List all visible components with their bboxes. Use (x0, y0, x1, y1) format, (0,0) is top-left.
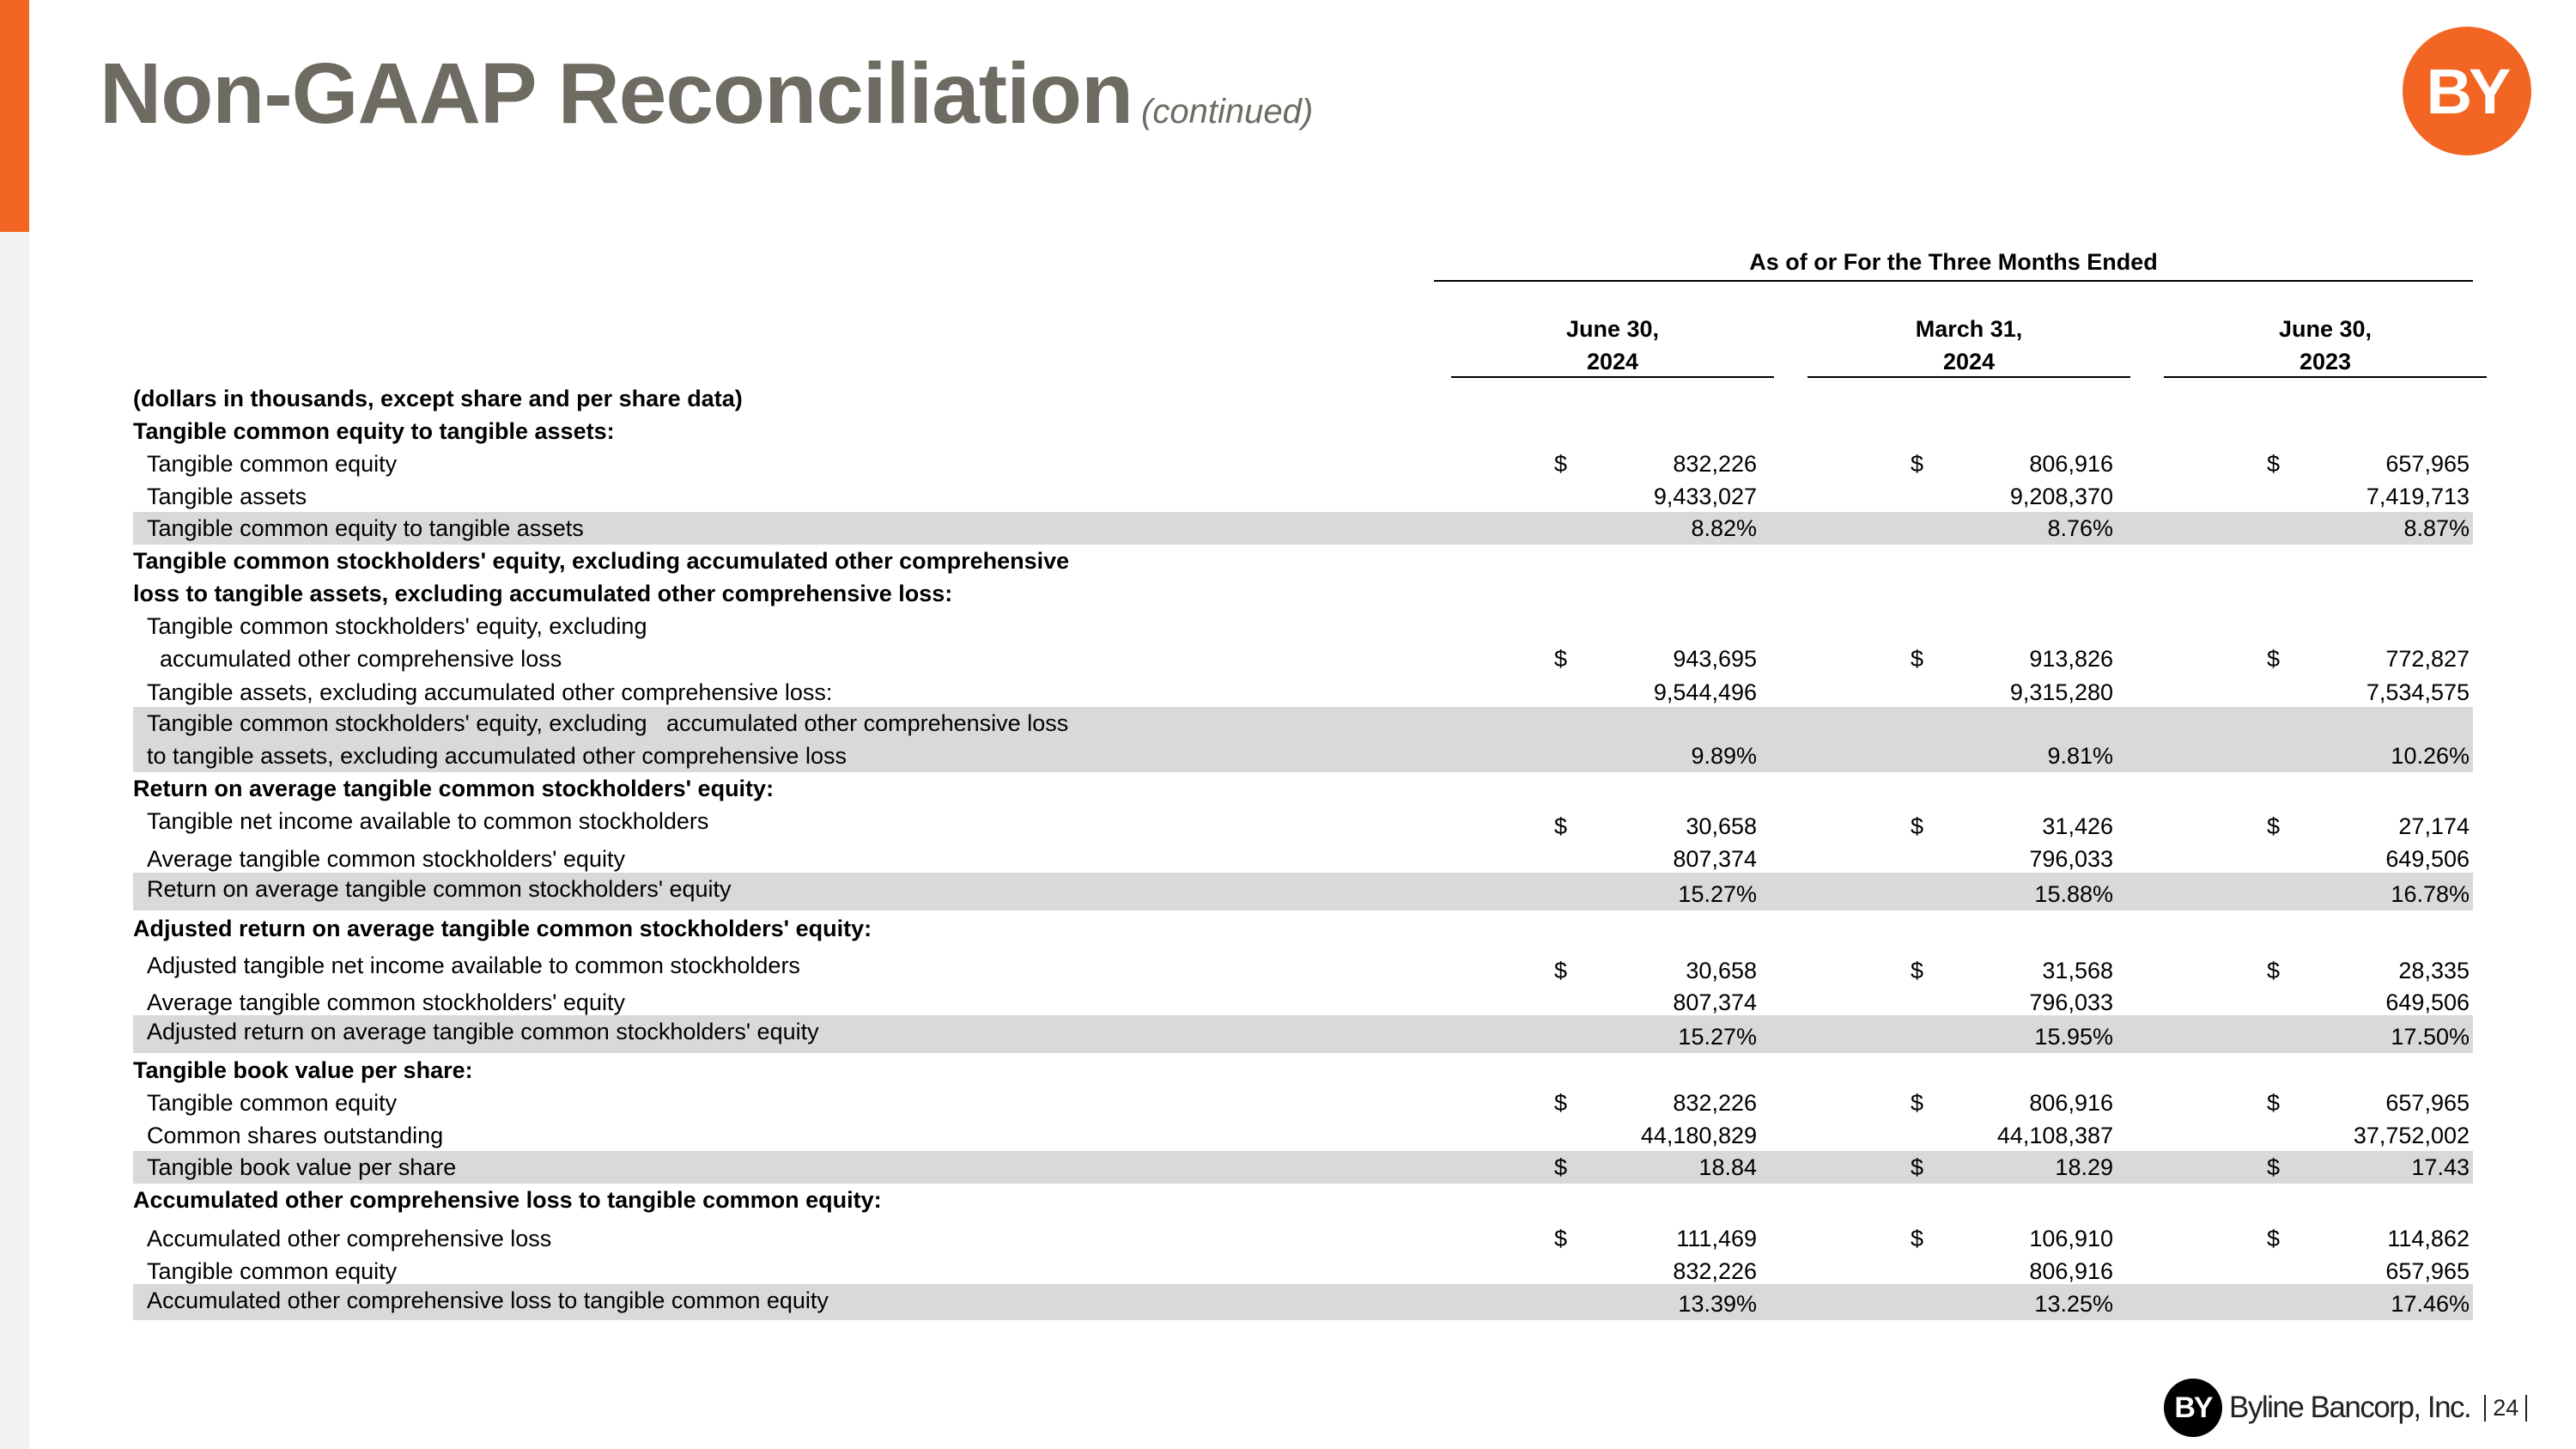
table-row (133, 986, 2473, 1019)
cell-value: 15.27% (1678, 1024, 1757, 1050)
row-label (133, 1054, 473, 1087)
cell-value: 28,335 (2398, 958, 2470, 983)
total-row (133, 873, 2473, 910)
cell-value: 649,506 (2385, 989, 2470, 1015)
value-cell (1790, 676, 2113, 709)
section-header-row (133, 415, 2473, 447)
cell-value: 832,226 (1673, 1090, 1757, 1116)
row-label-line2: to tangible assets, excluding accumulated other comprehensive loss (147, 743, 847, 769)
row-label (147, 512, 584, 545)
cell-value: 27,174 (2398, 813, 2470, 839)
row-label-line1: Common shares outstanding (147, 1123, 444, 1148)
row-label (147, 480, 307, 513)
value-cell (2147, 878, 2470, 910)
value-cell (1790, 740, 2113, 772)
value-cell (1790, 1288, 2113, 1320)
value-cell (1434, 447, 1757, 480)
value-cell (2147, 676, 2470, 709)
value-cell (2147, 740, 2470, 772)
row-label (147, 843, 625, 875)
cell-value: 832,226 (1673, 1258, 1757, 1284)
row-label-line1: Tangible common equity to tangible assets: (133, 418, 615, 444)
dollar-sign: $ (2267, 813, 2281, 839)
column-header-march-2024 (1807, 313, 2130, 378)
cell-value: 657,965 (2385, 1258, 2470, 1284)
table-row (133, 1119, 2473, 1152)
table-row (133, 480, 2473, 513)
value-cell (1434, 1255, 1757, 1288)
row-label (133, 545, 1069, 610)
value-cell (2147, 1119, 2470, 1152)
dollar-sign: $ (1911, 1226, 1924, 1251)
row-label-line1: Tangible book value per share (147, 1154, 457, 1180)
cell-value: 796,033 (2029, 846, 2113, 872)
row-label-line1: Tangible book value per share: (133, 1057, 473, 1083)
row-label (147, 1255, 397, 1288)
cell-value: 657,965 (2385, 1090, 2470, 1116)
cell-value: 657,965 (2385, 451, 2470, 477)
cell-value: 17.50% (2391, 1024, 2470, 1050)
cell-value: 7,419,713 (2366, 484, 2470, 509)
dollar-sign: $ (2267, 1090, 2281, 1116)
cell-value: 15.27% (1678, 881, 1757, 907)
value-cell (2147, 480, 2470, 513)
table-row (133, 676, 2473, 709)
dollar-sign: $ (1911, 1154, 1924, 1180)
row-label-line1: Adjusted return on average tangible common stockholders' equity: (133, 916, 872, 941)
value-cell (1790, 843, 2113, 875)
total-row (133, 512, 2473, 545)
cell-value: 17.43 (2411, 1154, 2470, 1180)
value-cell (1790, 954, 2113, 987)
column-header-line1: June 30, (1565, 316, 1660, 342)
dollar-sign: $ (1554, 958, 1568, 983)
table-row (133, 843, 2473, 875)
row-label (133, 1184, 882, 1216)
byline-mark-icon: BY (2164, 1379, 2222, 1437)
dollar-sign: $ (2267, 1154, 2281, 1180)
footer-company-name: Byline Bancorp, Inc. (2229, 1391, 2471, 1424)
group-header-rule (1434, 280, 2473, 282)
cell-value: 111,469 (1676, 1226, 1757, 1251)
row-label (147, 1015, 819, 1053)
value-cell (1790, 447, 2113, 480)
value-cell (2147, 1255, 2470, 1288)
row-label-line1: Tangible assets, excluding accumulated other comprehensive loss: (147, 679, 833, 705)
row-label-line1: Accumulated other comprehensive loss to tangible common equity: (133, 1187, 882, 1213)
row-label (147, 707, 1068, 772)
row-label (147, 447, 397, 480)
column-header-june-2024 (1451, 313, 1774, 378)
table-row (133, 1087, 2473, 1119)
cell-value: 114,862 (2387, 1226, 2470, 1251)
column-header-line2: 2024 (1942, 349, 1996, 374)
row-label-line1: Adjusted return on average tangible common stockholders' equity (147, 1019, 819, 1044)
column-header-line2: 2023 (2299, 349, 2352, 374)
value-cell (1790, 986, 2113, 1019)
row-label (147, 610, 647, 675)
table-row (133, 447, 2473, 480)
cell-value: 13.39% (1678, 1291, 1757, 1317)
value-cell (2147, 1020, 2470, 1053)
row-label-line1: Tangible common stockholders' equity, excluding accumulated other comprehensive loss (147, 710, 1069, 736)
value-cell (2147, 843, 2470, 875)
value-cell (1790, 1020, 2113, 1053)
cell-value: 7,534,575 (2366, 679, 2470, 705)
dollar-sign: $ (1911, 1090, 1924, 1116)
row-label (147, 1222, 551, 1255)
section-header-row (133, 1184, 2473, 1216)
dollar-sign: $ (1554, 1226, 1568, 1251)
section-header-row (133, 1054, 2473, 1087)
value-cell (1434, 676, 1757, 709)
value-cell (1790, 1222, 2113, 1255)
value-cell (2147, 447, 2470, 480)
footer (2164, 1378, 2527, 1438)
page-title-text: Non-GAAP Reconciliation (100, 46, 1133, 142)
row-label (133, 912, 872, 945)
cell-value: 16.78% (2391, 881, 2470, 907)
row-label-line1: Average tangible common stockholders' equity (147, 846, 625, 872)
row-label-line1: Tangible common stockholders' equity, excluding accumulated other comprehensive (133, 548, 1070, 574)
row-label (147, 949, 800, 987)
value-cell (1434, 843, 1757, 875)
row-label-line1: (dollars in thousands, except share and per share data) (133, 386, 743, 411)
cell-value: 772,827 (2385, 646, 2470, 672)
row-label-line1: Tangible common equity to tangible assets (147, 515, 584, 541)
group-header: As of or For the Three Months Ended (1749, 249, 2158, 275)
row-label (147, 805, 708, 843)
row-label-line1: Accumulated other comprehensive loss (147, 1226, 552, 1251)
cell-value: 13.25% (2034, 1291, 2113, 1317)
value-cell (1434, 1288, 1757, 1320)
value-cell (1790, 1255, 2113, 1288)
dollar-sign: $ (1554, 1154, 1568, 1180)
dollar-sign: $ (1911, 646, 1924, 672)
row-label (147, 1284, 829, 1320)
page-subtitle: (continued) (1141, 93, 1314, 131)
value-cell (2147, 810, 2470, 843)
value-cell (1434, 512, 1757, 545)
cell-value: 15.95% (2034, 1024, 2113, 1050)
value-cell (1434, 986, 1757, 1019)
value-cell (1434, 1151, 1757, 1184)
cell-value: 106,910 (2029, 1226, 2113, 1251)
value-cell (1790, 878, 2113, 910)
dollar-sign: $ (2267, 1226, 2281, 1251)
total-row (133, 1151, 2473, 1184)
row-label (147, 1087, 397, 1119)
row-label-line1: Accumulated other comprehensive loss to tangible common equity (147, 1288, 829, 1313)
cell-value: 30,658 (1686, 958, 1757, 983)
value-cell (2147, 512, 2470, 545)
value-cell (1434, 954, 1757, 987)
column-header-line1: June 30, (2278, 316, 2372, 342)
value-cell (2147, 954, 2470, 987)
column-header-rule (1451, 376, 1774, 378)
row-label-line1: Return on average tangible common stockholders' equity: (133, 776, 775, 801)
cell-value: 9.81% (2047, 743, 2113, 769)
dollar-sign: $ (1911, 958, 1924, 983)
value-cell (1790, 480, 2113, 513)
value-cell (2147, 1087, 2470, 1119)
column-header-line1: March 31, (1915, 316, 2023, 342)
section-header-row (133, 382, 2473, 415)
row-label-line2: accumulated other comprehensive loss (147, 646, 562, 672)
table-row (133, 949, 2473, 987)
value-cell (1434, 740, 1757, 772)
cell-value: 806,916 (2029, 1090, 2113, 1116)
row-label-line1: Tangible common equity (147, 451, 398, 477)
dollar-sign: $ (1554, 1090, 1568, 1116)
dollar-sign: $ (2267, 451, 2281, 477)
byline-logo-icon: BY (2403, 27, 2531, 155)
row-label-line1: Tangible common equity (147, 1090, 398, 1116)
row-label-line1: Average tangible common stockholders' equity (147, 989, 625, 1015)
value-cell (1434, 810, 1757, 843)
dollar-sign: $ (1554, 646, 1568, 672)
value-cell (1434, 480, 1757, 513)
cell-value: 9,544,496 (1653, 679, 1757, 705)
column-header-rule (2164, 376, 2487, 378)
page-number: 24 (2484, 1395, 2527, 1422)
value-cell (1790, 1087, 2113, 1119)
row-label (147, 1119, 443, 1152)
cell-value: 807,374 (1673, 989, 1757, 1015)
row-label-line1: Tangible common equity (147, 1258, 398, 1284)
cell-value: 8.87% (2403, 515, 2470, 541)
cell-value: 807,374 (1673, 846, 1757, 872)
table-row (133, 1255, 2473, 1288)
row-label-line1: Adjusted tangible net income available to common stockholders (147, 953, 800, 978)
cell-value: 10.26% (2391, 743, 2470, 769)
dollar-sign: $ (2267, 646, 2281, 672)
value-cell (2147, 1222, 2470, 1255)
value-cell (1434, 642, 1757, 675)
dollar-sign: $ (1911, 813, 1924, 839)
value-cell (1434, 1087, 1757, 1119)
cell-value: 9,208,370 (2009, 484, 2113, 509)
row-label (133, 772, 774, 805)
page-title (100, 45, 1313, 143)
cell-value: 943,695 (1673, 646, 1757, 672)
cell-value: 44,180,829 (1640, 1123, 1757, 1148)
value-cell (1790, 1151, 2113, 1184)
cell-value: 9,315,280 (2009, 679, 2113, 705)
value-cell (1434, 1222, 1757, 1255)
cell-value: 31,568 (2042, 958, 2113, 983)
value-cell (2147, 1288, 2470, 1320)
column-header-june-2023 (2164, 313, 2487, 378)
cell-value: 649,506 (2385, 846, 2470, 872)
total-row (133, 1015, 2473, 1053)
cell-value: 832,226 (1673, 451, 1757, 477)
column-header-rule (1807, 376, 2130, 378)
left-accent-bar (0, 0, 29, 232)
cell-value: 913,826 (2029, 646, 2113, 672)
value-cell (1790, 642, 2113, 675)
row-label (147, 676, 832, 709)
dollar-sign: $ (1554, 813, 1568, 839)
dollar-sign: $ (2267, 958, 2281, 983)
row-label-line1: Return on average tangible common stockholders' equity (147, 876, 732, 902)
value-cell (1434, 1119, 1757, 1152)
cell-value: 8.82% (1691, 515, 1757, 541)
row-label (147, 986, 625, 1019)
cell-value: 17.46% (2391, 1291, 2470, 1317)
row-label-line1: Tangible net income available to common stockholders (147, 808, 709, 834)
row-label (133, 382, 743, 415)
value-cell (1434, 1020, 1757, 1053)
dollar-sign: $ (1911, 451, 1924, 477)
table-row (133, 1222, 2473, 1255)
value-cell (2147, 1151, 2470, 1184)
table-row (133, 610, 2473, 675)
cell-value: 18.29 (2055, 1154, 2113, 1180)
cell-value: 806,916 (2029, 451, 2113, 477)
row-label-line1: Tangible assets (147, 484, 307, 509)
value-cell (2147, 986, 2470, 1019)
cell-value: 9,433,027 (1653, 484, 1757, 509)
row-label (133, 415, 615, 447)
row-label-line2: loss to tangible assets, excluding accumulated other comprehensive loss: (133, 581, 953, 606)
row-label (147, 873, 732, 910)
section-header-row (133, 772, 2473, 805)
table-row (133, 805, 2473, 843)
cell-value: 30,658 (1686, 813, 1757, 839)
total-row (133, 707, 2473, 772)
cell-value: 37,752,002 (2353, 1123, 2470, 1148)
cell-value: 44,108,387 (1996, 1123, 2113, 1148)
column-header-line2: 2024 (1586, 349, 1639, 374)
value-cell (1434, 878, 1757, 910)
value-cell (1790, 810, 2113, 843)
cell-value: 9.89% (1691, 743, 1757, 769)
cell-value: 796,033 (2029, 989, 2113, 1015)
cell-value: 8.76% (2047, 515, 2113, 541)
dollar-sign: $ (1554, 451, 1568, 477)
section-header-row (133, 545, 2473, 610)
cell-value: 31,426 (2042, 813, 2113, 839)
row-label (147, 1151, 456, 1184)
section-header-row (133, 912, 2473, 945)
value-cell (1790, 512, 2113, 545)
value-cell (2147, 642, 2470, 675)
total-row (133, 1284, 2473, 1320)
cell-value: 15.88% (2034, 881, 2113, 907)
cell-value: 18.84 (1698, 1154, 1757, 1180)
cell-value: 806,916 (2029, 1258, 2113, 1284)
value-cell (1790, 1119, 2113, 1152)
row-label-line1: Tangible common stockholders' equity, excluding (147, 613, 647, 639)
